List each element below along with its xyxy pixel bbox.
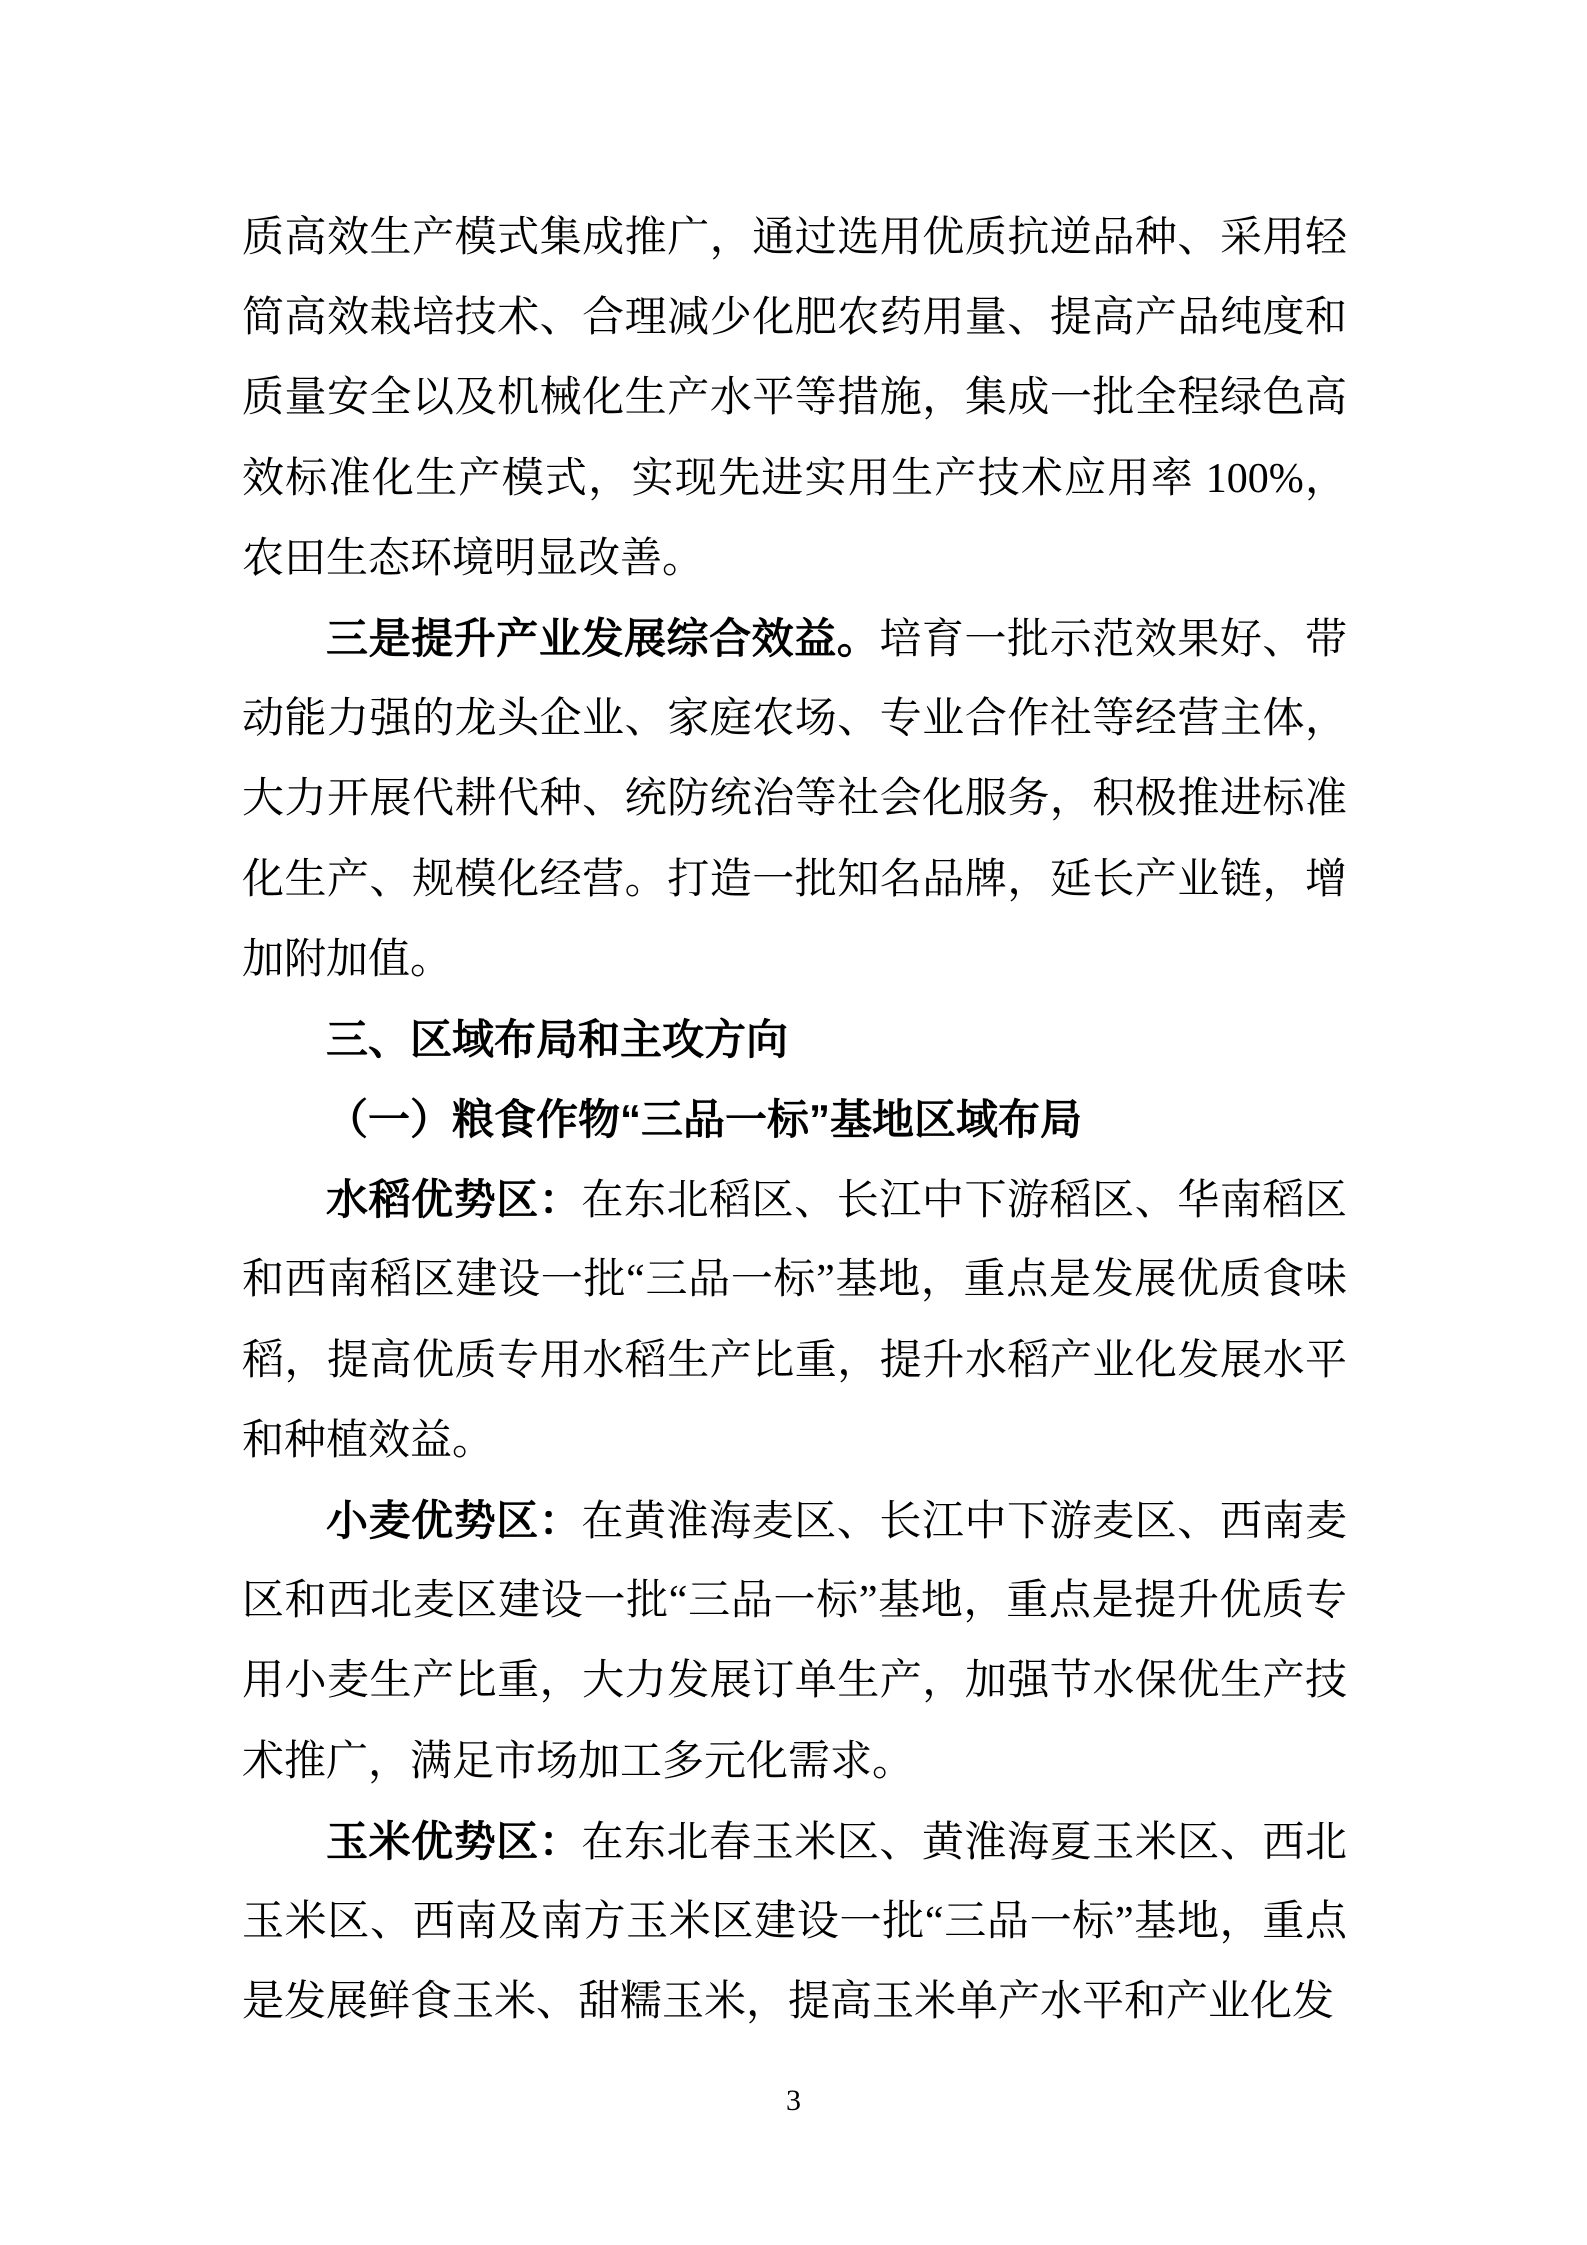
text-line-13: [242, 1160, 1347, 1240]
text-run: 在东北春玉米区、黄淮海夏玉米区、西北: [581, 1819, 1347, 1866]
page-number: 3: [786, 2084, 801, 2117]
text-run: 加附加值。: [242, 936, 453, 983]
text-run: 用小麦生产比重，大力发展订单生产，加强节水保优生产技: [242, 1658, 1347, 1705]
text-line-23: [242, 1962, 1347, 2042]
text-line-3: [242, 358, 1347, 438]
text-run: 玉米区、西南及南方玉米区建设一批“三品一标”基地，重点: [242, 1898, 1347, 1945]
text-line-8: [242, 759, 1347, 839]
text-run: 稻，提高优质专用水稻生产比重，提升水稻产业化发展水平: [242, 1337, 1347, 1384]
text-line-10: [242, 920, 1347, 1000]
text-line-21: [242, 1802, 1347, 1882]
text-column: [242, 198, 1347, 2042]
text-line-5: [242, 519, 1347, 599]
text-line-17: [242, 1481, 1347, 1561]
text-line-1: [242, 198, 1347, 278]
text-line-9: [242, 840, 1347, 920]
text-run: 质高效生产模式集成推广，通过选用优质抗逆品种、采用轻: [242, 215, 1347, 261]
text-line-6: [242, 599, 1347, 679]
text-run: 是发展鲜食玉米、甜糯玉米，提高玉米单产水平和产业化发: [242, 1979, 1335, 2026]
text-run: 农田生态环境明显改善。: [242, 535, 705, 582]
text-run: 培育一批示范效果好、带: [879, 616, 1347, 663]
text-line-12: [242, 1080, 1347, 1160]
bold-text-run: 小麦优势区：: [326, 1497, 582, 1544]
text-line-20: [242, 1722, 1347, 1802]
text-run: 化生产、规模化经营。打造一批知名品牌，延长产业链，增: [242, 856, 1347, 903]
bold-text-run: 水稻优势区：: [326, 1176, 582, 1224]
text-run: 区和西北麦区建设一批“三品一标”基地，重点是提升优质专: [242, 1578, 1347, 1625]
text-line-15: [242, 1321, 1347, 1401]
text-line-19: [242, 1641, 1347, 1721]
text-line-14: [242, 1240, 1347, 1320]
text-line-2: [242, 278, 1347, 358]
bold-text-run: 三、区域布局和主攻方向: [326, 1015, 789, 1063]
text-run: 在东北稻区、长江中下游稻区、华南稻区: [581, 1178, 1347, 1225]
text-line-22: [242, 1882, 1347, 1962]
text-run: 质量安全以及机械化生产水平等措施，集成一批全程绿色高: [242, 375, 1347, 422]
bold-text-run: 玉米优势区：: [326, 1817, 582, 1865]
text-line-16: [242, 1401, 1347, 1481]
text-run: 和西南稻区建设一批“三品一标”基地，重点是发展优质食味: [242, 1257, 1347, 1304]
text-run: 在黄淮海麦区、长江中下游麦区、西南麦: [581, 1499, 1347, 1545]
text-run: 术推广，满足市场加工多元化需求。: [242, 1738, 915, 1785]
text-run: 和种植效益。: [242, 1417, 495, 1464]
text-run: 动能力强的龙头企业、家庭农场、专业合作社等经营主体，: [242, 696, 1347, 743]
bold-text-run: （一）粮食作物“三品一标”基地区域布局: [326, 1096, 1083, 1144]
text-line-7: [242, 679, 1347, 759]
text-line-18: [242, 1561, 1347, 1641]
text-line-4: [242, 439, 1347, 519]
text-run: 大力开展代耕代种、统防统治等社会化服务，积极推进标准: [242, 776, 1347, 823]
bold-text-run: 三是提升产业发展综合效益。: [326, 614, 880, 662]
text-run: 简高效栽培技术、合理减少化肥农药用量、提高产品纯度和: [242, 295, 1347, 342]
text-run: 效标准化生产模式，实现先进实用生产技术应用率 100%，: [242, 455, 1347, 502]
text-line-11: [242, 1000, 1347, 1080]
